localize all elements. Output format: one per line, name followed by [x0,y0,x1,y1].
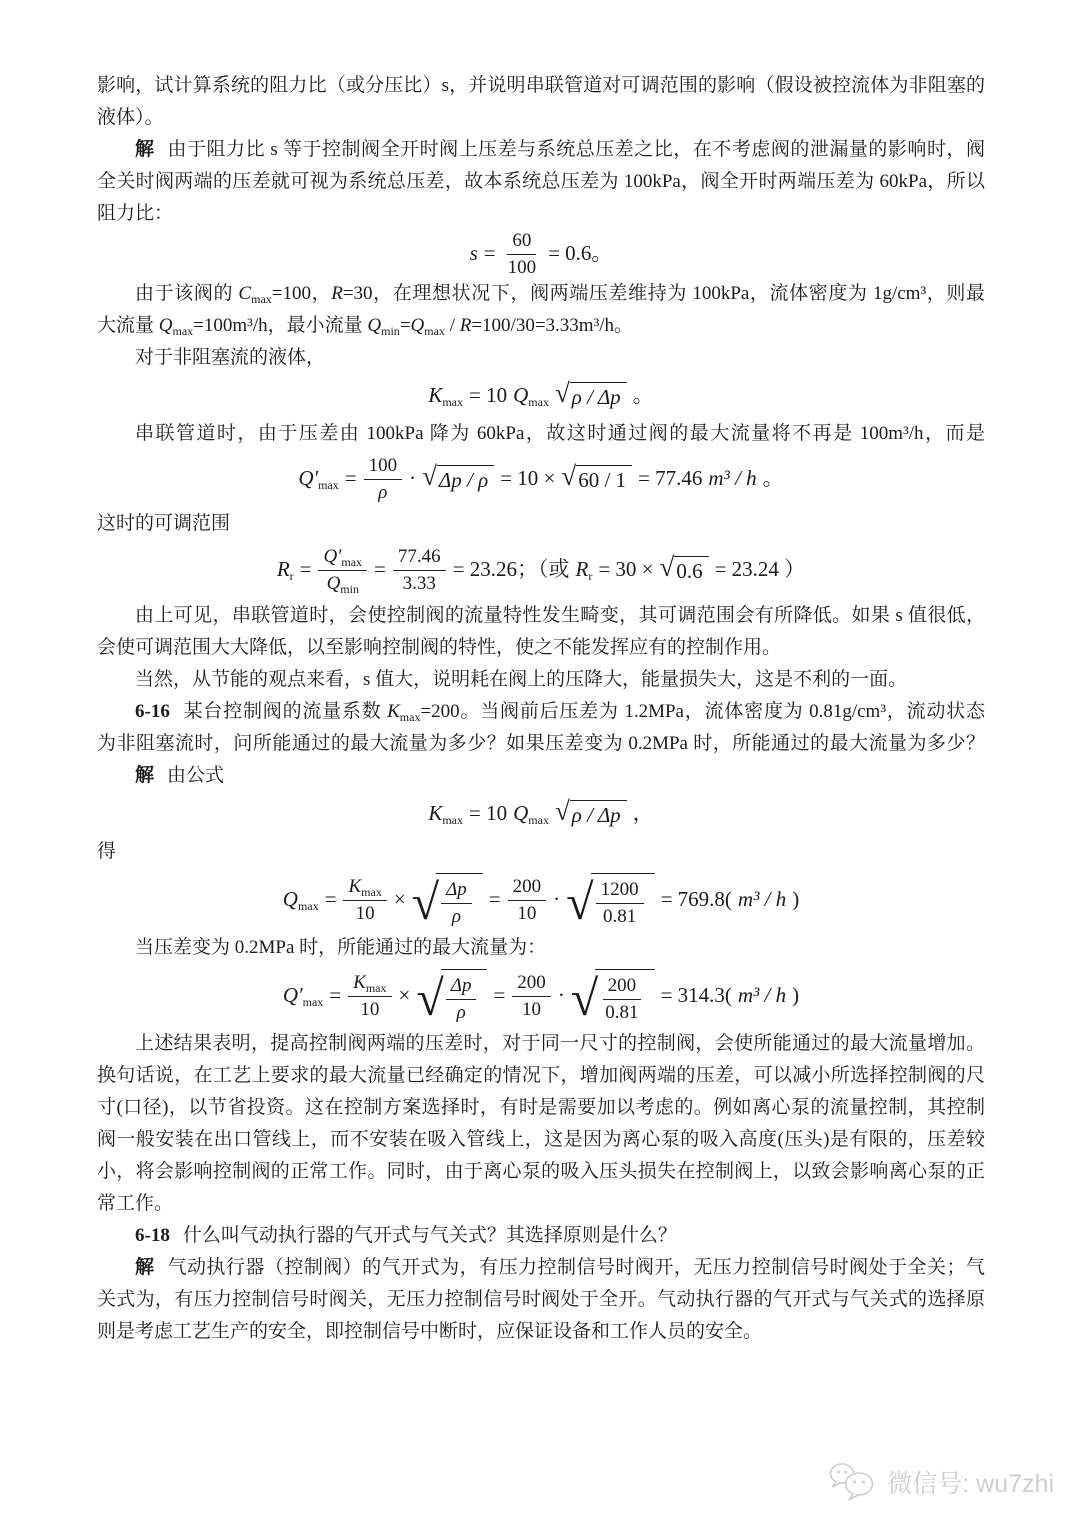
text-line: 对于非阻塞流的液体， [135,347,326,368]
text-line: 换句话说，在工艺上要求的最大流量已经确定的情况下，增加阀两端的压差，可以减小所选择控制阀的尺 [97,1065,985,1086]
fraction: $\frac{\Delta p}{\rho}$ [446,975,477,1024]
fraction: $\frac{77.46}{3.33}$ [393,546,446,595]
formula-resistance-ratio: s = $\frac{60}{100}$ = 0.6。 [469,229,613,278]
fraction: $\frac{K_{max}}{10}$ [348,972,391,1021]
text-line: 6-18 什么叫气动执行器的气开式与气关式？其选择原则是什么？ [135,1225,677,1246]
sqrt: √ $\frac{1200}{0.81}$ [566,873,654,928]
text-line: 阻力比： [97,203,174,224]
formula-qmax-series: $Q'_{max}$ = $\frac{100}{\rho}$ · √ Δp / ρ = 10 × √ 60 / 1 = 77.46 m³ / h 。 [298,454,784,503]
page-content [97,70,985,1348]
text-line: 阀一般安装在出口管线上，而不安装在吸入管线上，这是因为离心泵的吸入高度(压头)是有限的，压差较 [97,1129,985,1150]
sqrt: √ 60 / 1 [561,465,632,492]
text-line: 全关时阀两端的压差就可视为系统总压差，故本系统总压差为 100kPa，阀全开时两端压差为 60kPa，所以 [97,171,985,192]
text-line: 上述结果表明，提高控制阀两端的压差时，对于同一尺寸的控制阀，会使所能通过的最大流量增加。 [135,1033,985,1054]
text-line: 这时的可调范围 [97,513,231,534]
text-line: 当压差变为 0.2MPa 时，所能通过的最大流量为： [135,937,547,958]
sqrt: √ 0.6 [660,556,709,583]
fraction: $\frac{\Delta p}{\rho}$ [441,879,472,928]
text-line: 液体）。 [97,107,164,128]
text-line: 解 由于阻力比 s 等于控制阀全开时阀上压差与系统总压差之比，在不考虑阀的泄漏量的影响时，阀 [135,139,985,160]
text-line: 则是考虑工艺生产的安全，即控制信号中断时，应保证设备和工作人员的安全。 [97,1321,763,1342]
formula-qmax-calc-2: $Q'_{max}$ = $\frac{K_{max}}{10}$ × √ $\frac{\Delta p}{\rho}$ = $\frac{200}{10}$ · √ $\frac{200}{0.81}$ = 314.3( m³ / h ) [282,970,800,1026]
fraction: $\frac{200}{10}$ [508,876,547,925]
sqrt: √ $\frac{\Delta p}{\rho}$ [416,969,487,1024]
fraction: $\frac{100}{\rho}$ [364,455,403,504]
text-line: 常工作。 [97,1193,174,1214]
sqrt: √ $\frac{200}{0.81}$ [571,969,655,1024]
formula-kmax: $K_{max}$ = 10 $Q_{max}$ √ ρ / Δp 。 [428,378,654,410]
text-line: 由上可见，串联管道时，会使控制阀的流量特性发生畸变，其可调范围会有所降低。如果 s 值很低， [135,605,985,626]
text-line: 影响，试计算系统的阻力比（或分压比）s，并说明串联管道对可调范围的影响（假设被控流体为非阻塞的 [97,75,985,96]
formula-kmax-2: $K_{max}$ = 10 $Q_{max}$ √ ρ / Δp ， [428,796,654,828]
text-line: 会使可调范围大大降低，以至影响控制阀的特性，使之不能发挥应有的控制作用。 [97,637,782,658]
fraction: $\frac{60}{100}$ [507,229,537,278]
sqrt: √ Δp / ρ [422,465,494,492]
text-line: 当然，从节能的观点来看，s 值大，说明耗在阀上的压降大，能量损失大，这是不利的一面。 [135,669,908,690]
sqrt: √ ρ / Δp [555,382,627,409]
fraction: $\frac{200}{10}$ [512,972,551,1021]
solution-label: 解 [135,765,155,786]
text-line: 小，将会影响控制阀的正常工作。同时，由于离心泵的吸入压头损失在控制阀上，以致会影响离心泵的正 [97,1161,985,1182]
text-line: 关式为，有压力控制信号时阀关，无压力控制信号时阀处于全开。气动执行器的气开式与气关式的选择原 [97,1289,985,1310]
formula-qmax-calc: $Q_{max}$ = $\frac{K_{max}}{10}$ × √ $\frac{\Delta p}{\rho}$ = $\frac{200}{10}$ · √ $\frac{1200}{0.81}$ = 769.8( m³ / h ) [282,874,800,930]
text-line: 寸(口径)，以节省投资。这在控制方案选择时，有时是需要加以考虑的。例如离心泵的流量控制，其控制 [97,1097,985,1118]
wechat-icon [828,1460,878,1504]
fraction: $\frac{1200}{0.81}$ [596,879,644,928]
text-line: 为非阻塞流时，问所能通过的最大流量为多少？如果压差变为 0.2MPa 时，所能通过的最大流量为多少？ [97,733,985,754]
watermark-text: 微信号: wu7zhi [887,1470,1054,1498]
wechat-watermark [828,1460,1054,1504]
fraction: $\frac{Q'_{max}}{Q_{min}}$ [318,546,367,595]
text-line: 6-16 某台控制阀的流量系数 $K_{max}=200$。当阀前后压差为 1.2MPa，流体密度为 0.81g/cm³，流动状态 [135,701,985,724]
fraction: $\frac{200}{0.81}$ [600,975,643,1024]
problem-number: 6-18 [135,1225,170,1246]
fraction: $\frac{K_{max}}{10}$ [343,876,386,925]
formula-rangeability: $R_r$ = $\frac{Q'_{max}}{Q_{min}}$ = $\frac{77.46}{3.33}$ = 23.26；（或 $R_r$ = 30 × √ 0.6 = 23.24 ） [276,545,806,596]
sqrt: √ $\frac{\Delta p}{\rho}$ [412,873,483,928]
solution-label: 解 [135,139,155,160]
sqrt: √ ρ / Δp [555,800,627,827]
text-line: 大流量 $Q_{max}=100m^3/h$，最小流量 $Q_{min}=Q_{max} / R=100/30=3.33m^3/h$。 [97,315,634,338]
text-line: 解 由公式 [135,765,225,786]
text-line: 串联管道时，由于压差由 100kPa 降为 60kPa，故这时通过阀的最大流量将不再是 100m³/h，而是 [135,423,985,444]
solution-label: 解 [135,1257,155,1278]
text-line: 由于该阀的 $C_{max}=100$，R=30，在理想状况下，阀两端压差维持为 100kPa，流体密度为 1g/cm³，则最 [135,283,985,306]
problem-number: 6-16 [135,701,170,722]
text-line: 解 气动执行器（控制阀）的气开式为，有压力控制信号时阀开，无压力控制信号时阀处于全关；气 [135,1257,985,1278]
text-line: 得 [97,841,117,862]
